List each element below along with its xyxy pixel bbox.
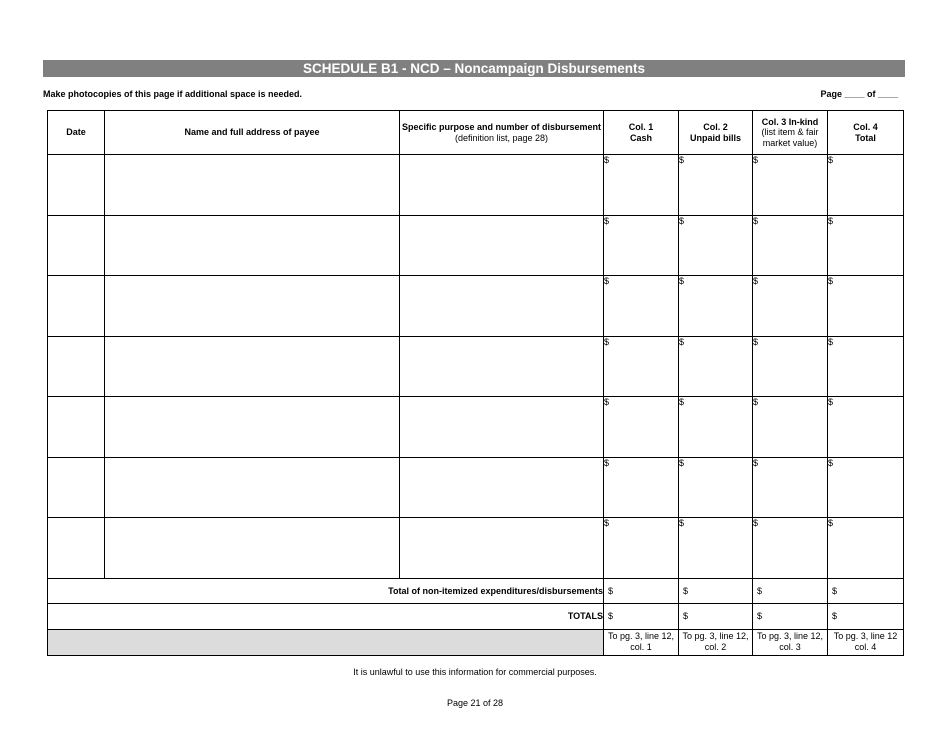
- col1-cash-cell[interactable]: $: [604, 336, 679, 397]
- date-cell[interactable]: [48, 336, 105, 397]
- col3-inkind-cell[interactable]: $: [753, 457, 828, 518]
- col3-inkind-cell[interactable]: $: [753, 215, 828, 276]
- col4-total-header: Col. 4 Total: [828, 111, 904, 155]
- date-cell[interactable]: [48, 518, 105, 579]
- col1-cash-header: Col. 1 Cash: [604, 111, 679, 155]
- col4-total-cell[interactable]: $: [828, 276, 904, 337]
- col2-unpaid-cell[interactable]: $: [679, 155, 753, 216]
- date-cell[interactable]: [48, 397, 105, 458]
- table-row: [48, 276, 904, 337]
- non-itemized-col4-cell[interactable]: $: [828, 578, 904, 604]
- col2-unpaid-header: Col. 2 Unpaid bills: [679, 111, 753, 155]
- purpose-cell[interactable]: [400, 397, 604, 458]
- payee-cell[interactable]: [105, 276, 400, 337]
- photocopy-note: Make photocopies of this page if additional space is needed.: [43, 89, 303, 99]
- col4-destination: To pg. 3, line 12 col. 4: [828, 629, 904, 655]
- purpose-header: Specific purpose and number of disbursement (definition list, page 28): [400, 111, 604, 155]
- purpose-cell[interactable]: [400, 155, 604, 216]
- non-itemized-col1-cell[interactable]: $: [604, 578, 679, 604]
- col1-cash-cell[interactable]: $: [604, 457, 679, 518]
- table-row: [48, 457, 904, 518]
- payee-cell[interactable]: [105, 397, 400, 458]
- totals-col1-cell[interactable]: $: [604, 604, 679, 630]
- table-row: [48, 215, 904, 276]
- commercial-use-disclaimer: It is unlawful to use this information for commercial purposes.: [353, 667, 597, 677]
- header-row: [48, 111, 904, 155]
- col3-inkind-header: Col. 3 In-kind (list item & fair market value): [753, 111, 828, 155]
- page-number: Page 21 of 28: [446, 698, 504, 708]
- col4-total-cell[interactable]: $: [828, 457, 904, 518]
- payee-header: Name and full address of payee: [105, 111, 400, 155]
- col4-total-cell[interactable]: $: [828, 397, 904, 458]
- non-itemized-col3-cell[interactable]: $: [753, 578, 828, 604]
- totals-col2-cell[interactable]: $: [679, 604, 753, 630]
- col4-total-cell[interactable]: $: [828, 155, 904, 216]
- totals-label: TOTALS: [48, 604, 604, 630]
- col1-cash-cell[interactable]: $: [604, 155, 679, 216]
- col4-total-cell[interactable]: $: [828, 518, 904, 579]
- col2-unpaid-cell[interactable]: $: [679, 336, 753, 397]
- date-header: Date: [48, 111, 105, 155]
- purpose-cell[interactable]: [400, 518, 604, 579]
- shaded-cell: [48, 629, 604, 655]
- payee-cell[interactable]: [105, 215, 400, 276]
- purpose-cell[interactable]: [400, 457, 604, 518]
- table-row: [48, 336, 904, 397]
- table-row: [48, 397, 904, 458]
- col2-unpaid-cell[interactable]: $: [679, 276, 753, 337]
- col2-unpaid-cell[interactable]: $: [679, 457, 753, 518]
- col1-cash-cell[interactable]: $: [604, 518, 679, 579]
- col1-cash-cell[interactable]: $: [604, 276, 679, 337]
- payee-cell[interactable]: [105, 155, 400, 216]
- destination-row: [48, 629, 904, 655]
- date-cell[interactable]: [48, 276, 105, 337]
- purpose-cell[interactable]: [400, 276, 604, 337]
- payee-cell[interactable]: [105, 518, 400, 579]
- page-of-field: Page ____ of ____: [820, 89, 898, 99]
- table-row: [48, 155, 904, 216]
- purpose-cell[interactable]: [400, 336, 604, 397]
- date-cell[interactable]: [48, 457, 105, 518]
- col1-destination: To pg. 3, line 12, col. 1: [604, 629, 679, 655]
- date-cell[interactable]: [48, 215, 105, 276]
- payee-cell[interactable]: [105, 336, 400, 397]
- col3-inkind-cell[interactable]: $: [753, 276, 828, 337]
- col3-inkind-cell[interactable]: $: [753, 397, 828, 458]
- payee-cell[interactable]: [105, 457, 400, 518]
- non-itemized-total-label: Total of non-itemized expenditures/disbursements: [48, 578, 604, 604]
- purpose-cell[interactable]: [400, 215, 604, 276]
- table-row: [48, 518, 904, 579]
- totals-col4-cell[interactable]: $: [828, 604, 904, 630]
- schedule-title: SCHEDULE B1 - NCD – Noncampaign Disbursements: [43, 60, 905, 77]
- non-itemized-total-row: [48, 578, 904, 604]
- col1-cash-cell[interactable]: $: [604, 397, 679, 458]
- col2-unpaid-cell[interactable]: $: [679, 215, 753, 276]
- col1-cash-cell[interactable]: $: [604, 215, 679, 276]
- col3-inkind-cell[interactable]: $: [753, 155, 828, 216]
- totals-row: [48, 604, 904, 630]
- date-cell[interactable]: [48, 155, 105, 216]
- col4-total-cell[interactable]: $: [828, 336, 904, 397]
- non-itemized-col2-cell[interactable]: $: [679, 578, 753, 604]
- col3-inkind-cell[interactable]: $: [753, 336, 828, 397]
- col4-total-cell[interactable]: $: [828, 215, 904, 276]
- col2-unpaid-cell[interactable]: $: [679, 397, 753, 458]
- disbursement-table: [47, 110, 904, 656]
- col3-inkind-cell[interactable]: $: [753, 518, 828, 579]
- col3-destination: To pg. 3, line 12, col. 3: [753, 629, 828, 655]
- totals-col3-cell[interactable]: $: [753, 604, 828, 630]
- col2-destination: To pg. 3, line 12, col. 2: [679, 629, 753, 655]
- col2-unpaid-cell[interactable]: $: [679, 518, 753, 579]
